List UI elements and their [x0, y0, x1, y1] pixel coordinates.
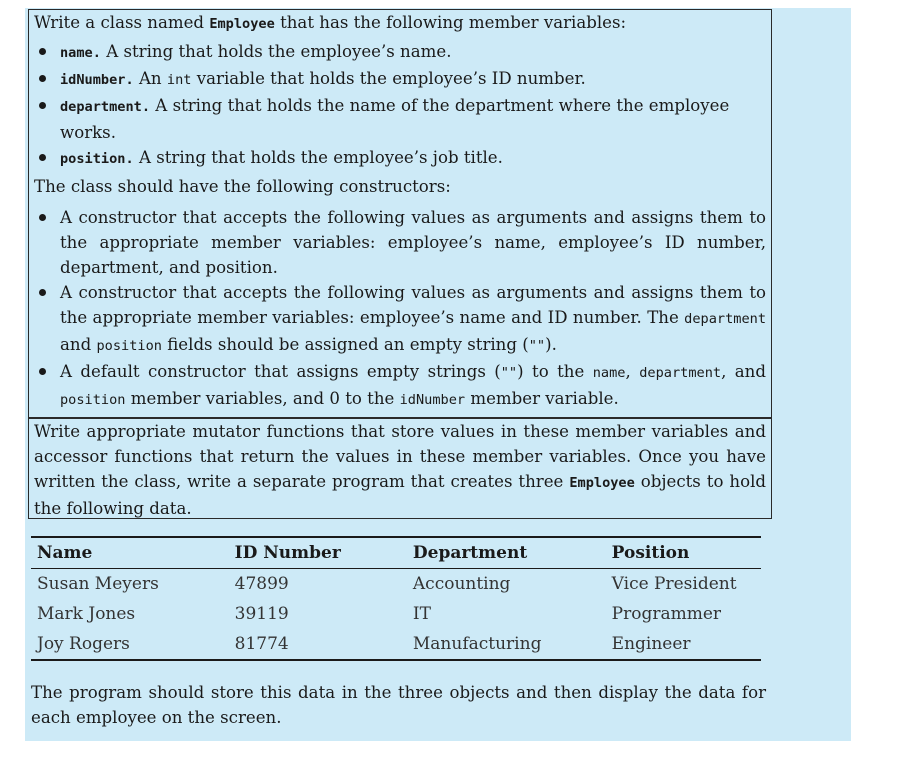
table-cell: Joy Rogers — [37, 633, 130, 654]
table-row — [31, 569, 761, 600]
mutators-box — [28, 418, 772, 519]
table-cell: Manufacturing — [412, 633, 542, 654]
list-item: A constructor that accepts the following values as arguments and assigns them to the appropriate member variables: employee’s name, employee’s ID number, department, and position. — [34, 205, 766, 280]
table-row — [31, 599, 761, 629]
list-item: department. A string that holds the name of the department where the employee works. — [34, 93, 766, 145]
table-cell: 47899 — [234, 573, 289, 594]
list-item: idNumber. An int variable that holds the employee’s ID number. — [34, 66, 766, 93]
closing-text: The program should store this data in the three objects and then display the data for each employee on the screen. — [31, 683, 766, 727]
employee-data-table — [31, 536, 761, 661]
column-header: Name — [37, 542, 93, 563]
table-cell: IT — [412, 603, 431, 624]
member-variable-list — [34, 39, 766, 172]
list-item: position. A string that holds the employee’s job title. — [34, 145, 766, 172]
table-cell: Vice President — [611, 573, 737, 594]
mutators-text: Write appropriate mutator functions that store values in these member variables and accessor functions that return the values in these member variables. Once you have written the class, write a separate program that creates three Employee objects to hold the following data. — [34, 422, 766, 518]
intro-text: Write a class named Employee that has the following member variables: — [34, 13, 627, 32]
table-header-row — [31, 537, 761, 569]
table-row — [31, 629, 761, 660]
table-cell: 81774 — [234, 633, 289, 654]
list-item: A default constructor that assigns empty strings ("") to the name, department, and position member variables, and 0 to the idNumber member variable. — [34, 359, 766, 413]
table-cell: Mark Jones — [37, 603, 136, 624]
column-header: Department — [412, 542, 528, 563]
constructors-heading: The class should have the following constructors: — [34, 177, 451, 196]
table-cell: Susan Meyers — [37, 573, 159, 594]
list-item: name. A string that holds the employee’s name. — [34, 39, 766, 66]
column-header: Position — [611, 542, 690, 563]
table-cell: Accounting — [412, 573, 511, 594]
class-name-code: Employee — [209, 16, 275, 32]
table-cell: 39119 — [234, 603, 289, 624]
table-cell: Engineer — [611, 633, 691, 654]
constructor-list — [34, 205, 766, 413]
list-item: A constructor that accepts the following values as arguments and assigns them to the appropriate member variables: employee’s name and ID number. The department and position fields should be assigned an empty string (""). — [34, 280, 766, 359]
table-cell: Programmer — [611, 603, 722, 624]
column-header: ID Number — [234, 542, 341, 563]
requirements-box — [28, 9, 772, 418]
